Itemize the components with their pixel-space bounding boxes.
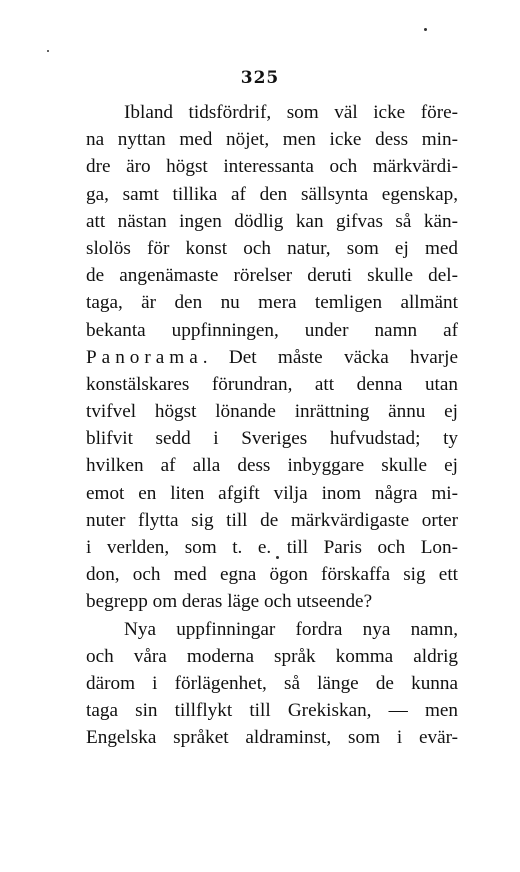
text-line: taga sin tillflykt till Grekiskan, — men [86, 700, 458, 722]
text-line-panorama: Panorama. Det måste väcka hvarje [86, 346, 458, 368]
text-line: begrepp om deras läge och utseende? [86, 591, 373, 613]
text-line: Engelska språket aldraminst, som i evär- [86, 727, 458, 749]
body-text [86, 99, 458, 752]
text-line: tvifvel högst lönande inrättning ännu ej [86, 401, 458, 423]
text-line: och våra moderna språk komma aldrig [86, 645, 458, 667]
text-line: slolös för konst och natur, som ej med [86, 237, 458, 259]
text-line: emot en liten afgift vilja inom några mi- [86, 482, 458, 504]
text-line: na nyttan med nöjet, men icke dess min- [86, 129, 458, 151]
text-line: därom i förlägenhet, så länge de kunna [86, 672, 458, 694]
text-line: don, och med egna ögon förskaffa sig ett [86, 564, 458, 586]
ink-speck [424, 28, 427, 31]
text-line: ga, samt tillika af den sällsynta egenskap, [86, 183, 458, 205]
text-line: de angenämaste rörelser deruti skulle del- [86, 265, 458, 287]
text-line: i verlden, som t. e. till Paris och Lon- [86, 537, 458, 558]
text-line: taga, är den nu mera temligen allmänt [86, 292, 458, 314]
ink-speck [47, 50, 49, 52]
text-line: Nya uppfinningar fordra nya namn, [124, 618, 458, 640]
text-line: dre äro högst interessanta och märkvärdi- [86, 156, 458, 178]
text-line: Ibland tidsfördrif, som väl icke före- [124, 102, 458, 123]
text-line: nuter flytta sig till de märkvärdigaste orter [86, 509, 458, 531]
spaced-word: Panorama [86, 346, 203, 368]
text-line: att nästan ingen dödlig kan gifvas så kän- [86, 210, 458, 232]
page-number: 325 [240, 68, 280, 88]
text-line: bekanta uppfinningen, under namn af [86, 319, 458, 341]
text-line: konstälskares förundran, att denna utan [86, 373, 458, 395]
text-line: blifvit sedd i Sveriges hufvudstad; ty [86, 428, 458, 450]
text-line: hvilken af alla dess inbyggare skulle ej [86, 455, 458, 477]
